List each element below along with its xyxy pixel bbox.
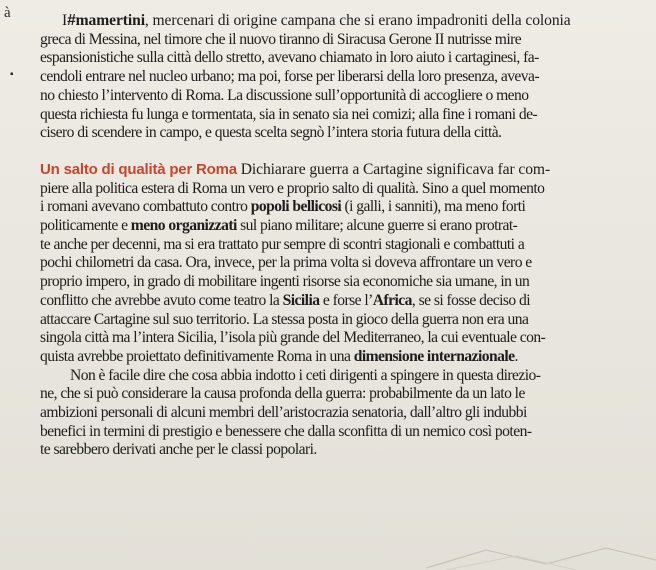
lead-letter: I [62, 12, 68, 29]
paragraph-1-line: questa richiesta fu lunga e tormentata, sia in senato sia nei comizi; alla fine i romani de- [40, 105, 538, 123]
paragraph-2-line [40, 198, 648, 217]
paragraph-2-line: te anche per decenni, ma si era trattato pur sempre di scontri stagionali e combattuti a [40, 235, 525, 253]
text-run: , se si fosse deciso di [411, 291, 531, 309]
bold-term: Africa [372, 291, 412, 309]
paragraph-2-line: proprio impero, in grado di mobilitare ingenti risorse sia economiche sia umane, in un [40, 273, 530, 291]
paragraph-3-line: Non è facile dire che cosa abbia indotto i ceti dirigenti a spingere in questa direzio- [70, 366, 541, 384]
paragraph-2-line: attaccare Cartagine sul suo territorio. La stessa posta in gioco della guerra non era una [40, 310, 529, 328]
paragraph-gap [40, 143, 648, 161]
text-run: conflitto che avrebbe avuto come teatro la [40, 291, 283, 309]
paragraph-3-line: ambizioni personali di alcuni membri dell’aristocrazia senatoria, dall’altro gli indubbi [40, 404, 527, 422]
paragraph-1-line: no chiesto l’intervento di Roma. La discussione sull’opportunità di accogliere o meno [40, 86, 529, 104]
paragraph-2-line [40, 292, 648, 311]
text-run: quista avrebbe proiettato definitivamente Roma in una [40, 347, 354, 365]
bold-term: popoli bellicosi [250, 198, 342, 216]
paragraph-2-line [40, 161, 648, 180]
text-run: sul piano militare; alcune guerre si erano protrat- [236, 217, 518, 235]
text-run: e forse l’ [319, 291, 373, 309]
text-run: . [514, 347, 518, 365]
paragraph-1-line: espansionistiche sulla città dello stretto, avevano chiamato in loro aiuto i cartaginesi, fa- [40, 49, 539, 67]
hash-mark: # [67, 12, 76, 29]
paragraph-3 [40, 367, 648, 461]
paragraph-2 [40, 161, 648, 367]
margin-char: à [4, 5, 11, 21]
bold-term: Sicilia [282, 291, 320, 309]
decorative-lines [426, 544, 656, 570]
line-rest: , mercenari di origine campana che si erano impadroniti della colonia [144, 12, 571, 29]
margin-mark: ▪ [10, 69, 14, 80]
paragraph-1 [40, 12, 648, 143]
paragraph-1-line: cendoli entrare nel nucleo urbano; ma poi, forse per liberarsi della loro presenza, aveva- [40, 68, 540, 86]
text-run: politicamente e [40, 217, 131, 235]
body-text [40, 12, 648, 460]
text-run: i romani avevano combattuto contro [40, 198, 251, 216]
section-heading: Un salto di qualità per Roma [40, 160, 237, 178]
paragraph-2-line [40, 348, 648, 367]
paragraph-2-line: piere alla politica estera di Roma un vero e proprio salto di qualità. Sino a quel momento [40, 179, 545, 197]
paragraph-1-line: cisero di scendere in campo, e questa scelta segnò l’intera storia futura della città. [40, 124, 502, 142]
line-rest: Dichiarare guerra a Cartagine significava far com- [236, 160, 551, 178]
paragraph-3-line: te sarebbero derivati anche per le classi popolari. [40, 441, 317, 459]
text-run: (i galli, i sanniti), ma meno forti [341, 198, 526, 216]
left-margin [0, 0, 26, 570]
decorative-figure-edge [426, 544, 656, 570]
bold-term: dimensione internazionale [353, 347, 515, 365]
paragraph-3-line: ne, che si può considerare la causa profonda della guerra: probabilmente da un lato le [40, 385, 525, 403]
paragraph-1-line [40, 12, 648, 31]
paragraph-1-line: greca di Messina, nel timore che il nuovo tiranno di Siracusa Gerone II nutrisse mire [40, 30, 522, 48]
paragraph-2-line: pochi chilometri da casa. Ora, invece, per la prima volta si doveva affrontare un vero e [40, 254, 532, 272]
bold-term: mamertini [75, 12, 145, 29]
paragraph-3-line: benefici in termini di prestigio e benessere che dalla sconfitta di un nemico così poten- [40, 422, 532, 440]
bold-term: meno organizzati [130, 217, 237, 235]
paragraph-2-line [40, 217, 648, 236]
paragraph-2-line: singola città ma l’intera Sicilia, l’isola più grande del Mediterraneo, la cui eventuale con- [40, 329, 546, 347]
